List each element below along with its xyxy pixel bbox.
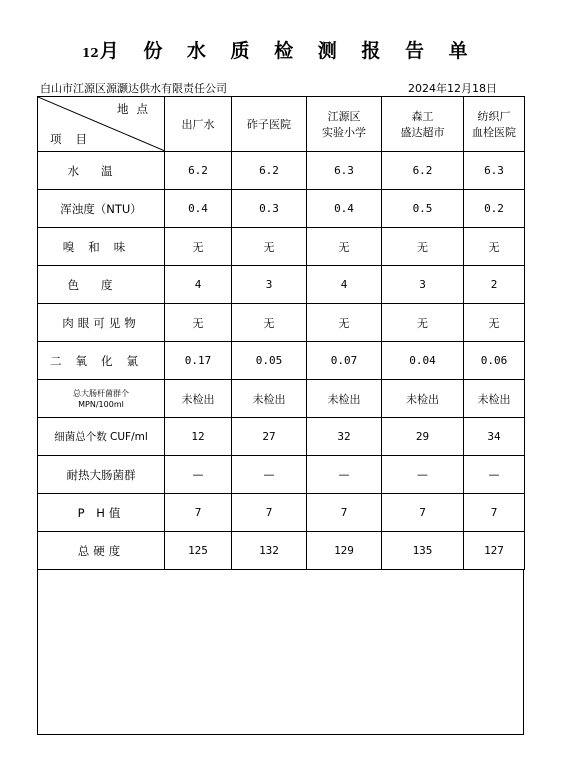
report-month: 12 [82,46,99,60]
report-date: 2024年12月18日 [408,82,497,95]
value-cell: 132 [232,532,307,570]
location-header: 出厂水 [165,97,232,152]
value-cell: 无 [232,228,307,266]
value-cell: 4 [307,266,382,304]
value-cell: 无 [464,228,525,266]
value-cell: 6.2 [382,152,464,190]
value-cell: — [464,456,525,494]
item-label: 嗅和味 [38,228,165,266]
value-cell: — [232,456,307,494]
value-cell: — [165,456,232,494]
value-cell: 34 [464,418,525,456]
item-label: 耐热大肠菌群 [38,456,165,494]
value-cell: 无 [165,228,232,266]
value-cell: 6.3 [464,152,525,190]
value-cell: — [382,456,464,494]
remarks-area [37,570,524,735]
value-cell: 未检出 [464,380,525,418]
value-cell: 无 [307,304,382,342]
value-cell: 0.04 [382,342,464,380]
table-row [38,266,525,304]
value-cell: 未检出 [232,380,307,418]
company-name: 白山市江源区源灏达供水有限责任公司 [40,82,227,95]
value-cell: 0.2 [464,190,525,228]
value-cell: 无 [382,304,464,342]
location-header: 砟子医院 [232,97,307,152]
value-cell: 无 [464,304,525,342]
value-cell: 4 [165,266,232,304]
value-cell: 3 [232,266,307,304]
value-cell: 0.4 [165,190,232,228]
table-row [38,418,525,456]
value-cell: 7 [232,494,307,532]
value-cell: 129 [307,532,382,570]
table-row [38,304,525,342]
value-cell: 0.07 [307,342,382,380]
location-header: 森工 盛达超市 [382,97,464,152]
item-label: 总硬度 [38,532,165,570]
corner-cell [38,97,165,152]
value-cell: 6.2 [165,152,232,190]
table-row [38,494,525,532]
item-label: 色度 [38,266,165,304]
value-cell: 7 [307,494,382,532]
header-row [38,97,525,152]
item-label: 浑浊度（NTU） [38,190,165,228]
value-cell: 32 [307,418,382,456]
value-cell: 0.5 [382,190,464,228]
value-cell: 27 [232,418,307,456]
value-cell: 7 [165,494,232,532]
item-label: 细菌总个数 CUF/ml [38,418,165,456]
item-label: 二氧化氯 [38,342,165,380]
item-label: 总大肠杆菌群个 MPN/100ml [38,380,165,418]
table-row [38,456,525,494]
value-cell: 无 [232,304,307,342]
item-label: 肉眼可见物 [38,304,165,342]
table-row [38,532,525,570]
value-cell: — [307,456,382,494]
value-cell: 未检出 [382,380,464,418]
value-cell: 29 [382,418,464,456]
value-cell: 7 [464,494,525,532]
value-cell: 2 [464,266,525,304]
report-title [82,36,477,63]
value-cell: 未检出 [307,380,382,418]
value-cell: 无 [382,228,464,266]
value-cell: 6.2 [232,152,307,190]
value-cell: 无 [165,304,232,342]
value-cell: 3 [382,266,464,304]
location-header: 江源区 实验小学 [307,97,382,152]
value-cell: 0.17 [165,342,232,380]
value-cell: 无 [307,228,382,266]
table-row [38,380,525,418]
value-cell: 0.05 [232,342,307,380]
value-cell: 127 [464,532,525,570]
corner-location-label: 地点 [117,102,156,116]
value-cell: 7 [382,494,464,532]
item-label: 水温 [38,152,165,190]
water-quality-table [37,96,525,570]
table-row [38,190,525,228]
table-row [38,228,525,266]
value-cell: 0.3 [232,190,307,228]
value-cell: 0.06 [464,342,525,380]
value-cell: 0.4 [307,190,382,228]
value-cell: 未检出 [165,380,232,418]
table-row [38,152,525,190]
item-label: P H值 [38,494,165,532]
value-cell: 12 [165,418,232,456]
corner-item-label: 项目 [50,132,101,146]
value-cell: 135 [382,532,464,570]
value-cell: 6.3 [307,152,382,190]
report-title-text: 月 份 水 质 检 测 报 告 单 [99,40,477,62]
value-cell: 125 [165,532,232,570]
table-row [38,342,525,380]
location-header: 纺织厂 血栓医院 [464,97,525,152]
